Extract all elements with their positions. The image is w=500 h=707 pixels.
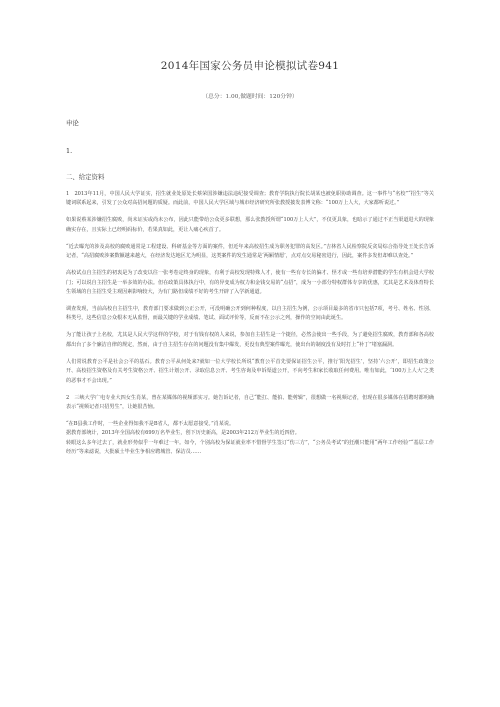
paragraph-7: 人们常说教育公平是社会公平的基石。教育公平从何处来?就如一位大学校长所说“教育公平首先要保证招生公平，推行‘阳光招生’，坚持‘六公开’，即招生政策公开、高校招生资格及有关考生资格公开、招生计划公开、录取信息公开、考生咨询及申诉渠道公开，不向考生和家长收取任何费用。唯有如此，‘100万上人大’之类的恶事才不会出现。” — [66, 358, 434, 384]
document-body — [66, 190, 434, 465]
paragraph-1: 1 2013年11月，中国人民大学证实，招生就业处原处长蔡荣国涉嫌违法违纪接受调查；教育学院执行院长胡某也被免职协助调查。这一事件与“名校”“招生”等关键词联系起来，引发了公众对高招问题的质疑。而此前，中国人民大学区域与城市经济研究所张教授披发表博文称：“100万上人大，大家都听说过。” — [66, 191, 434, 207]
paragraph-9: “在B县我工作时，一些企业得知我不是B省人，都不太愿意接受。”肖某说。 — [66, 421, 235, 428]
document-title: 2014年国家公务员申论模拟试卷941 — [160, 60, 340, 72]
exam-meta: （总分：1.00,做题时间：120分钟） — [202, 94, 298, 100]
paragraph-5: 调查发现，当前高校自主招生中，教育部门要求做到公正公开，可没明确公开到何种程度，以自主招生为例，公示项目最多的省市只包括7项，考号、姓名、性别、科类号，这些信息公众根本无从监督，而最关键的学业成绩、笔试、面试评价等，反而不在公示之列，操作的空间由此诞生。 — [66, 306, 434, 322]
paragraph-3: “近去曝光的涉及高校的腐败通常是工程建设、科研基金等方面的案件，但近年来高校招生成为职务犯罪的高发区。”吉林省人民检察院反贪局综合指导处王处长告诉记者，“高招腐败涉案数额越来越大，在经济发达地区尤为明显，这类案件的发生通常是‘两厢情愿’，点对点交易秘密进行，因此，案件多发但却难以查处。” — [66, 243, 434, 260]
section-heading: 申论 — [66, 119, 79, 127]
subheading-given-material: 二、给定资料 — [66, 173, 105, 181]
paragraph-2: 如果说蔡某涉嫌招生腐败，尚未证实或尚未公布，因此只能带给公众更多联想，那么张教授所谓“100万上人大”，不仅更具象，也暗示了通过不正当渠道进大的现象确实存在，且实际上已经明码标价，若果真如此，更让人痛心疾首了。 — [66, 217, 434, 233]
question-number: 1. — [66, 147, 73, 155]
paragraph-4: 高校试点自主招生的初衷是为了改变以往一张考卷定终身的现象，有利于高校发现特殊人才，使有一些有专长的偏才、怪才或一些有培养潜能的学生有机会进大学校门；可以说自主招生是一举多效的办法。但在政策具体执行中，有的异变成为权力和金钱交易的“点招”，成为一小部分特权群体专享的优惠，尤其是艺术及体育特长生领域的自主招生受主观因素影响较大，为有门路但成绩不好的考生开辟了入学新通道。 — [66, 270, 434, 296]
paragraph-8: 2 三峡大学广电专业大四女生肖某，曾在某媒体的视频部实习。她告诉记者，自己“能扛、能拍、能剪辑”，很想做一名视频记者，但现在很多媒体在招聘时都明确表示“视频记者只招男生”，让她很苦恼。 — [66, 394, 434, 411]
paragraph-10: 据教育部统计，2013年全国高校有699万名毕业生，创下历史新高，是2003年212万毕业生的近四倍。 — [66, 430, 300, 437]
paragraph-11: 转眼这么多年过去了，就业形势似乎一年难过一年。如今，个别高校为保证就业率不惜督学生签订“伤三方”，“公务员考试”的狂潮只能用“两年工作经验”“基层工作经历”等来滤说，大批硕士毕业生争相应聘城管、保洁员…… — [66, 439, 434, 456]
paragraph-6: 为了能让孩子上名校，尤其是人民大学这样的学校，对于有钱有权的人来说，参加自主招生是一个捷径，必然会使出一些手段，为了避免招生腐败，教育部和各高校都出台了多个廉洁自律的规定，然而，由于自主招生存在的问题没有集中爆发，更没有典型案件曝光，使出台的制度没有及时打上“补丁”堵塞漏洞。 — [66, 332, 434, 348]
